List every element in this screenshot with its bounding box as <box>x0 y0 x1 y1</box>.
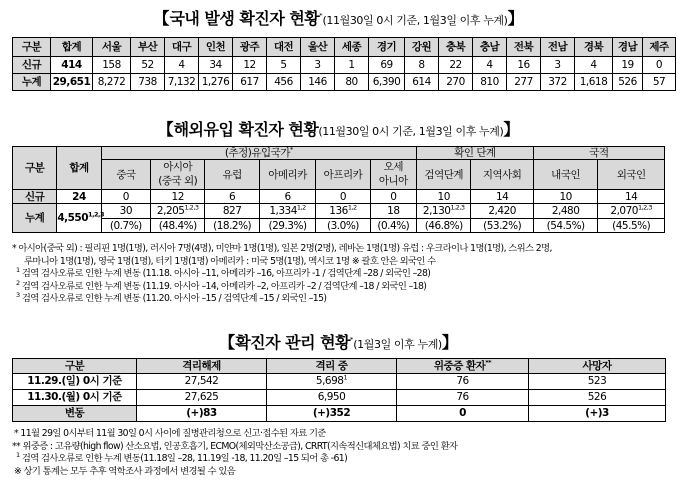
table-header-row <box>13 359 666 374</box>
table-cell: 52 <box>131 57 165 74</box>
percent-cell: (3.0%) <box>316 219 370 233</box>
table-cell: 146 <box>301 74 335 91</box>
table-cell: 19 <box>613 57 643 74</box>
row-label-cumulative: 누계 <box>13 204 57 233</box>
table-cell: 22 <box>439 57 473 74</box>
header-col: 제주 <box>643 38 676 57</box>
note-line: ※ 상기 통계는 모두 추후 역학조사 과정에서 변경될 수 있음 <box>14 465 236 477</box>
header-africa: 아프리카 <box>316 160 370 190</box>
section3-title: 확진자 관리 현황 <box>235 333 351 352</box>
note-line: $^1$ 검역 검사오류로 인한 누계 변동 (11.18. 아시아 –11, 아메리카 –16, 아프리카 -1 / 검역단계 –28 / 외국인 –28) <box>16 266 431 280</box>
table-header-row-top <box>13 147 665 160</box>
percent-cell: (29.3%) <box>259 219 315 233</box>
table-cell: 10 <box>417 190 471 204</box>
table-cell: 2,130$^{1,2,3}$ <box>417 204 471 219</box>
header-category: 구분 <box>13 147 57 190</box>
table-cell: 4 <box>575 57 613 74</box>
table-cell: 0 <box>316 190 370 204</box>
table-row <box>13 390 666 406</box>
table-cell: 158 <box>93 57 131 74</box>
table-cell: 10 <box>533 190 597 204</box>
table-cell: 4 <box>473 57 507 74</box>
percent-cell: (0.7%) <box>101 219 150 233</box>
cell-severe: 76 <box>397 390 529 406</box>
section2-subtitle: (11월30일 0시 기준, 1월3일 이후 누계) <box>318 125 504 138</box>
section2-title-bar: 【해외유입 확진자 현황(11월30일 0시 기준, 1월3일 이후 누계)】 <box>157 120 520 139</box>
table-cell: 7,132 <box>165 74 199 91</box>
table-cell: 617 <box>233 74 267 91</box>
cell-released: 27,542 <box>137 374 267 390</box>
header-foreigner: 외국인 <box>598 160 665 190</box>
note-line: $^2$ 검역 검사오류로 인한 누계 변동 (11.19. 아시아 –14, 아메리카 –2, 아프리카 –2 / 검역단계 –18 / 외국인 –18) <box>16 278 427 292</box>
table-cell: 12 <box>151 190 205 204</box>
cell-isolated: 6,‍950 <box>267 390 397 406</box>
section1-title: 국내 발생 확진자 현황 <box>169 9 320 28</box>
table-cell: 270 <box>439 74 473 91</box>
cell-isolated: (+)352 <box>267 406 397 422</box>
table-header-row-sub <box>13 160 665 190</box>
header-china: 중국 <box>101 160 150 190</box>
cell-severe: 0 <box>397 406 529 422</box>
row-label: 신규 <box>13 57 51 74</box>
table-row-new <box>13 57 676 74</box>
header-col: 부산 <box>131 38 165 57</box>
overseas-notes <box>12 243 552 306</box>
table-cell: 1 <box>335 57 369 74</box>
case-management-table <box>12 358 666 422</box>
header-severe: 위중증 환자** <box>397 359 529 374</box>
header-asia: 아시아 (중국 외) <box>151 160 205 190</box>
domestic-cases-table <box>12 37 676 91</box>
header-col: 충남 <box>473 38 507 57</box>
table-cell: 30 <box>101 204 150 219</box>
table-cell: 3 <box>301 57 335 74</box>
table-cell: 14 <box>598 190 665 204</box>
table-cell: 34 <box>199 57 233 74</box>
header-col: 서울 <box>93 38 131 57</box>
table-cell: 2,480 <box>533 204 597 219</box>
table-cell: 0 <box>643 57 676 74</box>
header-col: 경북 <box>575 38 613 57</box>
note-line: * 11월 29일 0시부터 11월 30일 0시 사이에 질병관리청으로 신고·접수된 자료 기준 <box>14 428 326 439</box>
note-line: ** 위중증 : 고유량(high flow) 산소요법, 인공호흡기, ECMO(체외막산소공급), CRRT(지속적신대체요법) 치료 중인 환자 <box>12 440 458 452</box>
header-nationality-group: 국적 <box>533 147 664 160</box>
table-cell: 738 <box>131 74 165 91</box>
table-cell: 0 <box>370 190 416 204</box>
header-origin-group: (추정)유입국가* <box>101 147 416 160</box>
header-deaths: 사망자 <box>529 359 666 374</box>
header-community: 지역사회 <box>471 160 533 190</box>
percent-cell: (48.4%) <box>151 219 205 233</box>
percent-cell: (54.5%) <box>533 219 597 233</box>
table-row-cumulative <box>13 204 665 219</box>
table-cell: 526 <box>613 74 643 91</box>
row-label-new: 신규 <box>13 190 57 204</box>
table-cell: 80 <box>335 74 369 91</box>
overseas-cases-table <box>12 146 665 233</box>
header-col: 울산 <box>301 38 335 57</box>
cell-deaths: 526 <box>529 390 666 406</box>
cell-released: (+)83 <box>137 406 267 422</box>
table-cell: 6,390 <box>369 74 405 91</box>
row-label: 누계 <box>13 74 51 91</box>
table-cell: 2,205$^{1,2,3}$ <box>151 204 205 219</box>
cell-released: 27,625 <box>137 390 267 406</box>
table-cell: 372 <box>541 74 575 91</box>
table-cell: 1,334$^{1,2}$ <box>259 204 315 219</box>
table-cell: 0 <box>101 190 150 204</box>
table-cell: 414 <box>51 57 93 74</box>
table-row-cumulative <box>13 74 676 91</box>
table-cell: 277 <box>507 74 541 91</box>
table-cell: 1,618 <box>575 74 613 91</box>
table-row-new <box>13 190 665 204</box>
header-col: 경남 <box>613 38 643 57</box>
cell-deaths: 523 <box>529 374 666 390</box>
table-cell: 57 <box>643 74 676 91</box>
header-col: 인천 <box>199 38 233 57</box>
header-col: 대구 <box>165 38 199 57</box>
header-quarantine-stage: 검역단계 <box>417 160 471 190</box>
table-cell: 827 <box>205 204 259 219</box>
header-america: 아메리카 <box>259 160 315 190</box>
table-cell: 4 <box>165 57 199 74</box>
header-col: 구분 <box>13 38 51 57</box>
table-cell: 2,070$^{1,2,3}$ <box>598 204 665 219</box>
cell-isolated: 5,698$^1$ <box>267 374 397 390</box>
table-cell: 18 <box>370 204 416 219</box>
cell-deaths: (+)3 <box>529 406 666 422</box>
header-col: 경기 <box>369 38 405 57</box>
header-europe: 유럽 <box>205 160 259 190</box>
section1-title-bar: 【국내 발생 확진자 현황*(11월30일 0시 기준, 1월3일 이후 누계)】 <box>153 9 524 28</box>
table-cell: 3 <box>541 57 575 74</box>
header-col: 전북 <box>507 38 541 57</box>
row-label-change: 변동 <box>13 406 137 422</box>
header-col: 세종 <box>335 38 369 57</box>
cell-severe: 76 <box>397 374 529 390</box>
table-row-percent <box>13 219 665 233</box>
table-row <box>13 374 666 390</box>
table-cell: 14 <box>471 190 533 204</box>
table-cell: 136$^{1,2}$ <box>316 204 370 219</box>
table-cell: 8,272 <box>93 74 131 91</box>
table-cell: 6 <box>205 190 259 204</box>
percent-cell: (0.4%) <box>370 219 416 233</box>
cell-total-new: 24 <box>57 190 101 204</box>
percent-cell: (45.5%) <box>598 219 665 233</box>
note-line: * 아시아(중국 외) : 필리핀 1명(1명), 러시아 7명(4명), 미얀마 1명(1명), 일본 2명(2명), 레바논 1명(1명) 유럽 : 우크라이나 1명(1명), 스위스 2명, <box>12 243 552 254</box>
header-col: 충북 <box>439 38 473 57</box>
header-total: 합계 <box>57 147 101 190</box>
cell-total-cumulative: 4,550$^{1,2,3}$ <box>57 204 101 233</box>
table-cell: 810 <box>473 74 507 91</box>
header-col: 강원 <box>405 38 439 57</box>
note-line: 루마니아 1명(1명), 영국 1명(1명), 터키 1명(1명) 아메리카 : 미국 5명(1명), 멕시코 1명 ※ 괄호 안은 외국인 수 <box>24 255 436 267</box>
table-row-change <box>13 406 666 422</box>
percent-cell: (18.2%) <box>205 219 259 233</box>
note-line: $^1$ 검역 검사오류로 인한 누계 변동(11.18일 –28, 11.19일 -18, 11.20일 –15 되어 총 -61) <box>16 451 348 465</box>
table-cell: 12 <box>233 57 267 74</box>
header-isolated: 격리 중 <box>267 359 397 374</box>
table-cell: 614 <box>405 74 439 91</box>
header-category: 구분 <box>13 359 137 374</box>
table-cell: 456 <box>267 74 301 91</box>
header-oceania: 오세 아니아 <box>370 160 416 190</box>
percent-cell: (53.2%) <box>471 219 533 233</box>
table-cell: 8 <box>405 57 439 74</box>
table-cell: 16 <box>507 57 541 74</box>
header-col: 합계 <box>51 38 93 57</box>
header-col: 광주 <box>233 38 267 57</box>
header-col: 전남 <box>541 38 575 57</box>
table-cell: 2,420 <box>471 204 533 219</box>
table-cell: 69 <box>369 57 405 74</box>
table-header-row <box>13 38 676 57</box>
header-stage-group: 확인 단계 <box>417 147 534 160</box>
table-cell: 5 <box>267 57 301 74</box>
header-korean: 내국인 <box>533 160 597 190</box>
section3-subtitle: (1월3일 이후 누계) <box>353 338 442 351</box>
percent-cell: (46.8%) <box>417 219 471 233</box>
note-line: $^3$ 검역 검사오류로 인한 누계 변동 (11.20. 아시아 –15 / 검역단계 –15 / 외국인 –15) <box>16 291 327 305</box>
section1-subtitle: (11월30일 0시 기준, 1월3일 이후 누계) <box>322 14 508 27</box>
header-col: 대전 <box>267 38 301 57</box>
table-cell: 1,276 <box>199 74 233 91</box>
table-cell: 29,651 <box>51 74 93 91</box>
section2-title: 해외유입 확진자 현황 <box>173 120 319 139</box>
row-label-1130: 11.30.(월) 0시 기준 <box>13 390 137 406</box>
header-released: 격리해제 <box>137 359 267 374</box>
row-label-1129: 11.29.(일) 0시 기준 <box>13 374 137 390</box>
management-notes <box>12 428 457 478</box>
table-cell: 6 <box>259 190 315 204</box>
section3-title-bar: 【확진자 관리 현황*(1월3일 이후 누계)】 <box>219 333 458 352</box>
